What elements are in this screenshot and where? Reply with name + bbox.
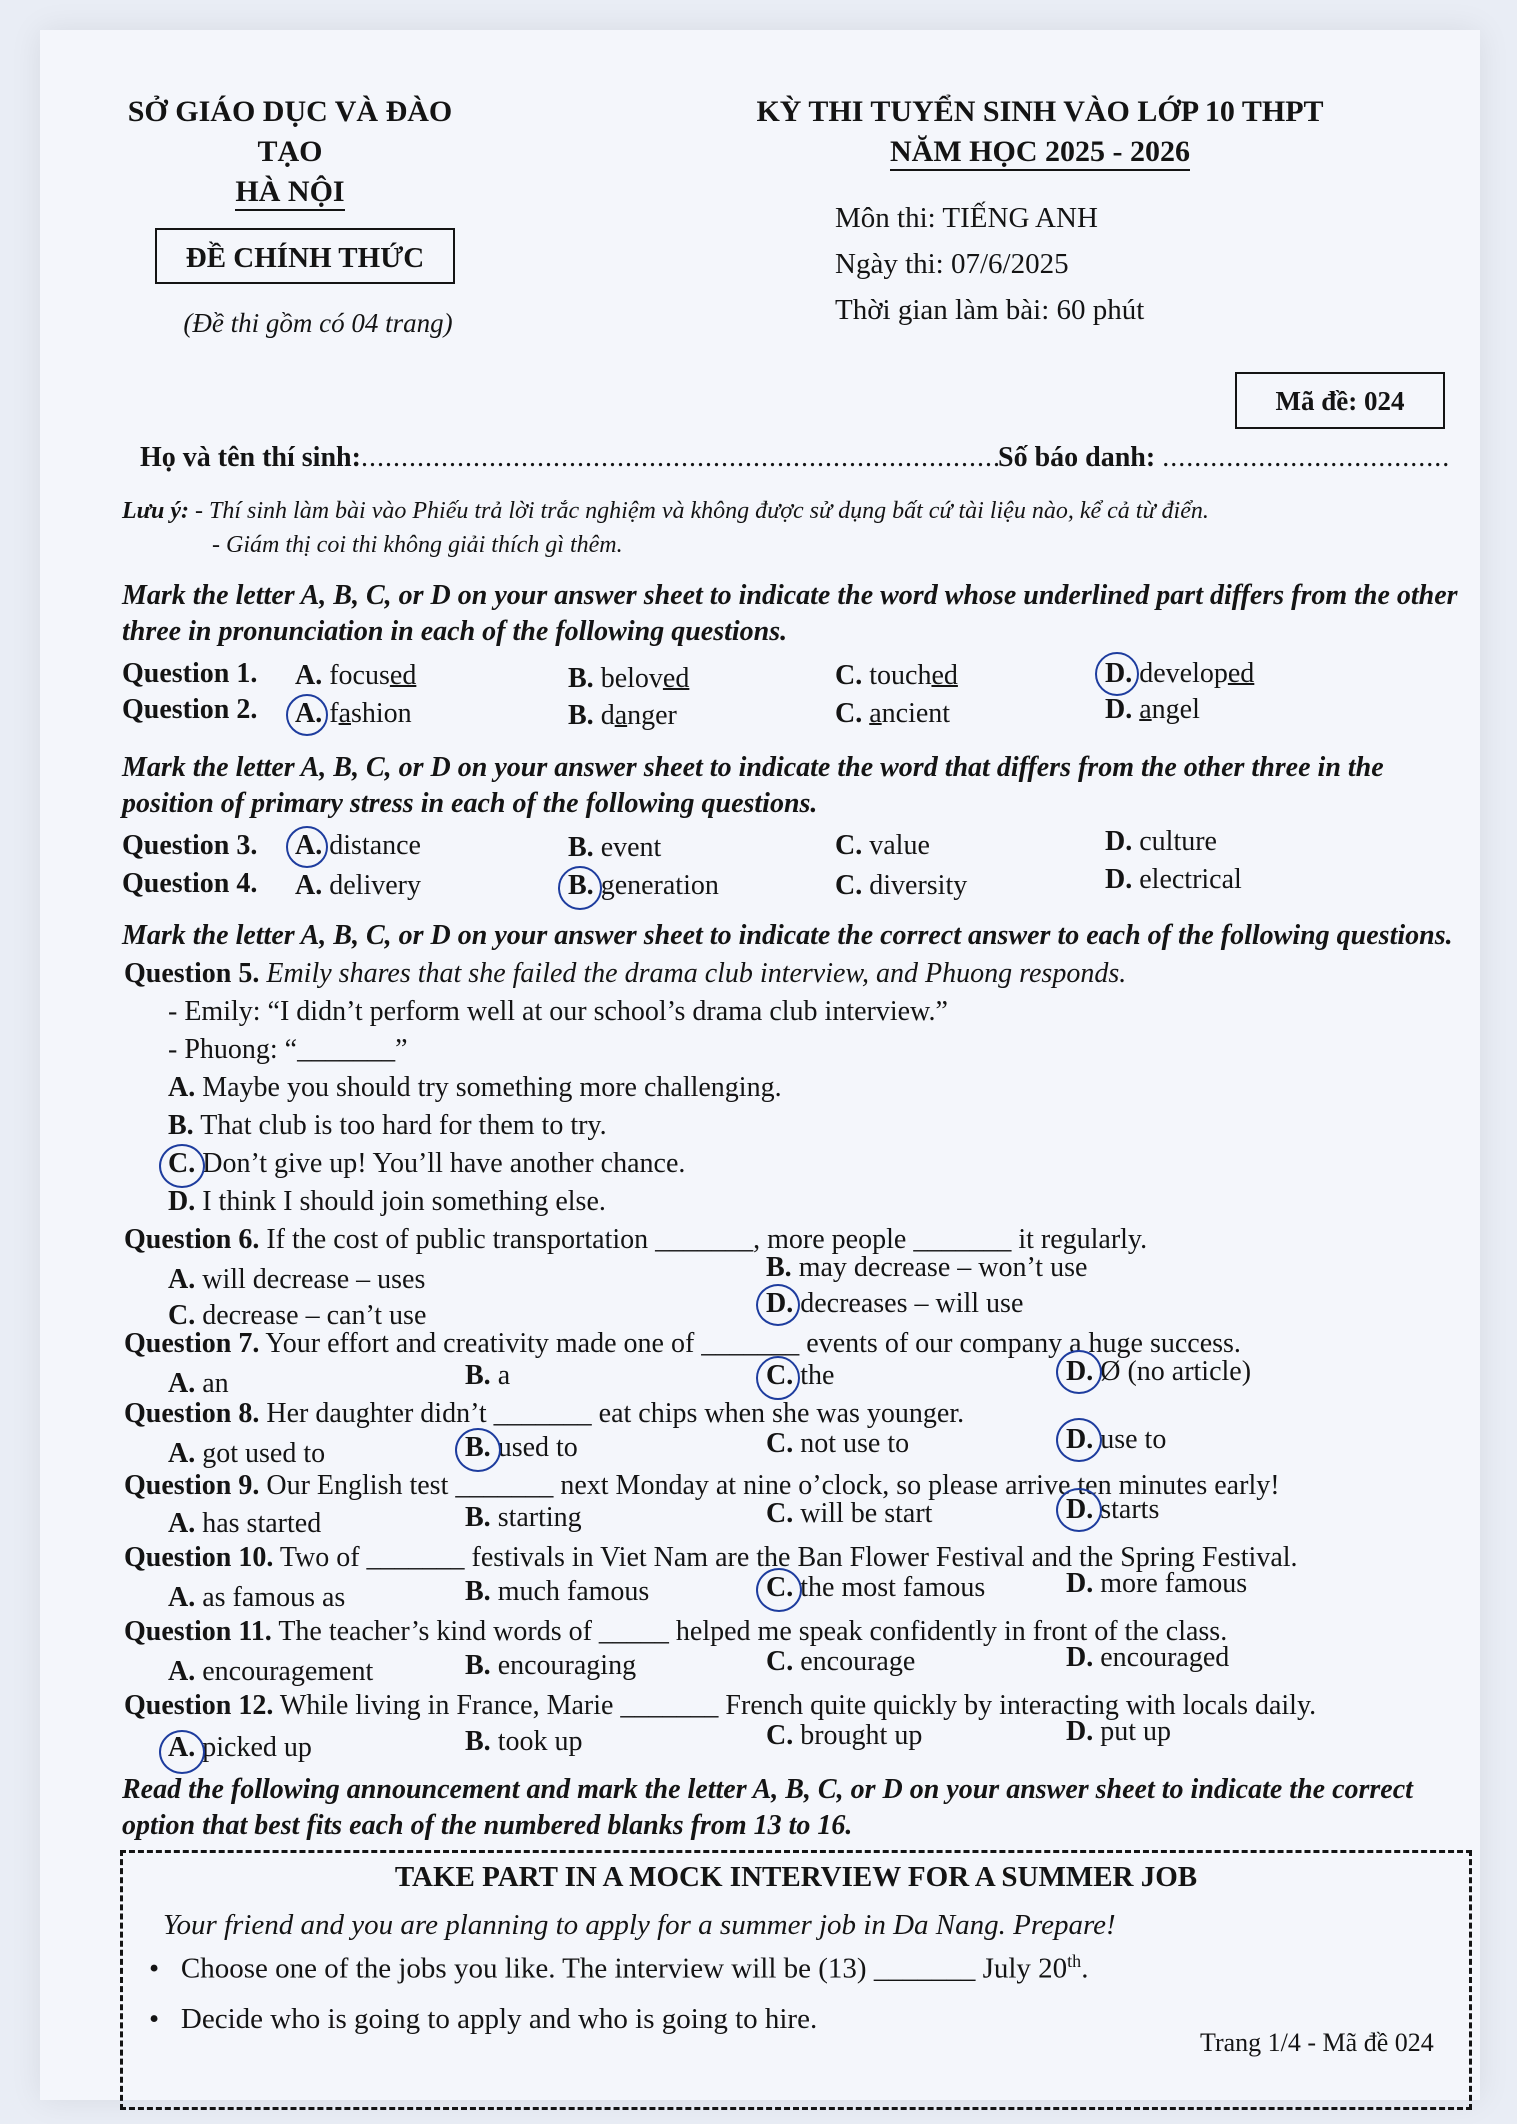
exam-title-line1: KỲ THI TUYỂN SINH VÀO LỚP 10 THPT	[756, 95, 1324, 128]
q10-option-a[interactable]: A. as famous as	[168, 1582, 346, 1613]
q9-option-a[interactable]: A. has started	[168, 1508, 322, 1539]
announcement-bullet-1: • Choose one of the jobs you like. The interview will be (13) _______ July 20th.	[149, 1951, 1089, 1985]
question-9-label: Question 9.	[124, 1470, 260, 1501]
q2-option-d[interactable]: D. angel	[1105, 694, 1200, 725]
q6-option-a[interactable]: A. will decrease – uses	[168, 1264, 426, 1295]
candidate-name-row	[140, 442, 1001, 474]
q7-option-c[interactable]: C. the	[766, 1360, 835, 1391]
q8-option-b[interactable]: B. used to	[465, 1432, 578, 1463]
note-line-1	[122, 498, 1209, 525]
q4-option-d[interactable]: D. electrical	[1105, 864, 1242, 895]
question-6-label: Question 6.	[124, 1224, 260, 1255]
question-6-stem: If the cost of public transportation _______, more people _______ it regularly.	[266, 1224, 1148, 1255]
q3-option-c[interactable]: C. value	[835, 830, 930, 861]
question-1-label: Question 1.	[122, 658, 258, 689]
subject: Môn thi: TIẾNG ANH	[835, 202, 1098, 234]
q3-option-b[interactable]: B. event	[568, 832, 662, 863]
question-5	[124, 958, 1126, 990]
announcement-title: TAKE PART IN A MOCK INTERVIEW FOR A SUMMER JOB	[394, 1861, 1198, 1893]
note-text-1: - Thí sinh làm bài vào Phiếu trả lời trắc nghiệm và không được sử dụng bất cứ tài liệu nào, kể cả từ điển.	[195, 498, 1209, 524]
announcement-intro: Your friend and you are planning to apply for a summer job in Da Nang. Prepare!	[163, 1909, 1116, 1941]
section-reading-instruction: Read the following announcement and mark the letter A, B, C, or D on your answer sheet to indicate the correct option that best fits each of the numbered blanks from 13 to 16.	[122, 1774, 1413, 1841]
question-11	[124, 1616, 1227, 1648]
exam-page	[40, 30, 1480, 2100]
q1-option-b[interactable]: B. beloved	[568, 663, 690, 694]
q2-option-a[interactable]: A. fashion	[295, 698, 412, 729]
question-9-stem: Our English test _______ next Monday at nine o’clock, so please arrive ten minutes early!	[266, 1470, 1280, 1501]
q5-option-b[interactable]: B. That club is too hard for them to try.	[168, 1110, 607, 1141]
bullet-icon: •	[149, 1952, 160, 1985]
q3-option-d[interactable]: D. culture	[1105, 826, 1217, 857]
announcement-box	[120, 1850, 1472, 2110]
candidate-number-row	[998, 442, 1450, 474]
question-7-label: Question 7.	[124, 1328, 260, 1359]
q8-option-a[interactable]: A. got used to	[168, 1438, 326, 1469]
q5-phuong-line: - Phuong: “_______”	[168, 1034, 408, 1065]
exam-title	[690, 92, 1390, 172]
q7-option-b[interactable]: B. a	[465, 1360, 511, 1391]
q11-option-d[interactable]: D. encouraged	[1066, 1642, 1230, 1673]
q8-option-d[interactable]: D. use to	[1066, 1424, 1167, 1455]
section-stress-instruction: Mark the letter A, B, C, or D on your answer sheet to indicate the word that differs from the other three in the position of primary stress in each of the following questions.	[122, 752, 1384, 819]
question-10-stem: Two of _______ festivals in Viet Nam are the Ban Flower Festival and the Spring Festival.	[279, 1542, 1298, 1573]
question-7-stem: Your effort and creativity made one of _______ events of our company a huge success.	[265, 1328, 1241, 1359]
q4-option-a[interactable]: A. delivery	[295, 870, 421, 901]
section-correct-answer-instruction: Mark the letter A, B, C, or D on your answer sheet to indicate the correct answer to each of the following questions.	[122, 920, 1453, 951]
section-pronunciation-instruction: Mark the letter A, B, C, or D on your answer sheet to indicate the word whose underlined part differs from the other three in pronunciation in each of the following questions.	[122, 580, 1458, 647]
q5-option-d[interactable]: D. I think I should join something else.	[168, 1186, 606, 1217]
official-label: ĐỀ CHÍNH THỨC	[155, 228, 455, 284]
pages-note: (Đề thi gồm có 04 trang)	[183, 308, 453, 338]
question-3-label: Question 3.	[122, 830, 258, 861]
question-8	[124, 1398, 964, 1430]
department-header	[100, 92, 480, 212]
page-footer: Trang 1/4 - Mã đề 024	[1200, 2028, 1434, 2057]
q8-option-c[interactable]: C. not use to	[766, 1428, 910, 1459]
bullet-icon: •	[149, 2003, 160, 2035]
q5-option-c[interactable]: C. Don’t give up! You’ll have another chance.	[168, 1148, 686, 1179]
question-4-label: Question 4.	[122, 868, 258, 899]
q3-option-a[interactable]: A. distance	[295, 830, 421, 861]
q9-option-d[interactable]: D. starts	[1066, 1494, 1160, 1525]
announcement-bullet-2: • Decide who is going to apply and who is going to hire.	[149, 2003, 818, 2035]
question-11-stem: The teacher’s kind words of _____ helped me speak confidently in front of the class.	[278, 1616, 1228, 1647]
q4-option-c[interactable]: C. diversity	[835, 870, 968, 901]
school-year: NĂM HỌC 2025 - 2026	[890, 135, 1190, 171]
candidate-number-label: Số báo danh:	[998, 442, 1156, 473]
q1-option-d[interactable]: D. developed	[1105, 658, 1255, 689]
q11-option-a[interactable]: A. encouragement	[168, 1656, 374, 1687]
q2-option-b[interactable]: B. danger	[568, 700, 677, 731]
q5-emily-line: - Emily: “I didn’t perform well at our school’s drama club interview.”	[168, 996, 948, 1027]
q11-option-b[interactable]: B. encouraging	[465, 1650, 637, 1681]
q12-option-a[interactable]: A. picked up	[168, 1732, 312, 1763]
candidate-name-field[interactable]: ................................................................................	[360, 442, 1001, 473]
q12-option-d[interactable]: D. put up	[1066, 1716, 1172, 1747]
exam-date: Ngày thi: 07/6/2025	[835, 248, 1069, 280]
q4-option-b[interactable]: B. generation	[568, 870, 719, 901]
q12-option-b[interactable]: B. took up	[465, 1726, 583, 1757]
q2-option-c[interactable]: C. ancient	[835, 698, 951, 729]
q7-option-a[interactable]: A. an	[168, 1368, 229, 1399]
q1-option-c[interactable]: C. touched	[835, 660, 958, 691]
q7-option-d[interactable]: D. Ø (no article)	[1066, 1356, 1252, 1387]
q6-option-d[interactable]: D. decreases – will use	[766, 1288, 1024, 1319]
question-12-stem: While living in France, Marie _______ French quite quickly by interacting with locals daily.	[279, 1690, 1317, 1721]
question-5-stem: Emily shares that she failed the drama club interview, and Phuong responds.	[266, 958, 1127, 989]
question-8-label: Question 8.	[124, 1398, 260, 1429]
q9-option-b[interactable]: B. starting	[465, 1502, 582, 1533]
question-12-label: Question 12.	[124, 1690, 274, 1721]
q10-option-c[interactable]: C. the most famous	[766, 1572, 986, 1603]
candidate-name-label: Họ và tên thí sinh:	[140, 442, 361, 473]
note-label: Lưu ý:	[122, 498, 190, 524]
q6-option-b[interactable]: B. may decrease – won’t use	[766, 1252, 1088, 1283]
q10-option-d[interactable]: D. more famous	[1066, 1568, 1248, 1599]
q6-option-c[interactable]: C. decrease – can’t use	[168, 1300, 427, 1331]
q12-option-c[interactable]: C. brought up	[766, 1720, 923, 1751]
q1-option-a[interactable]: A. focused	[295, 660, 417, 691]
exam-code: Mã đề: 024	[1235, 372, 1445, 429]
candidate-number-field[interactable]: ....................................	[1162, 442, 1451, 473]
question-5-label: Question 5.	[124, 958, 260, 989]
question-2-label: Question 2.	[122, 694, 258, 725]
exam-duration: Thời gian làm bài: 60 phút	[835, 294, 1145, 326]
question-10-label: Question 10.	[124, 1542, 274, 1573]
question-8-stem: Her daughter didn’t _______ eat chips when she was younger.	[266, 1398, 965, 1429]
q9-option-c[interactable]: C. will be start	[766, 1498, 933, 1529]
q11-option-c[interactable]: C. encourage	[766, 1646, 916, 1677]
q5-option-a[interactable]: A. Maybe you should try something more challenging.	[168, 1072, 782, 1103]
department-line: SỞ GIÁO DỤC VÀ ĐÀO TẠO	[127, 95, 453, 168]
note-line-2: - Giám thị coi thi không giải thích gì thêm.	[212, 532, 623, 558]
q10-option-b[interactable]: B. much famous	[465, 1576, 650, 1607]
city-line: HÀ NỘI	[235, 175, 344, 211]
question-11-label: Question 11.	[124, 1616, 272, 1647]
